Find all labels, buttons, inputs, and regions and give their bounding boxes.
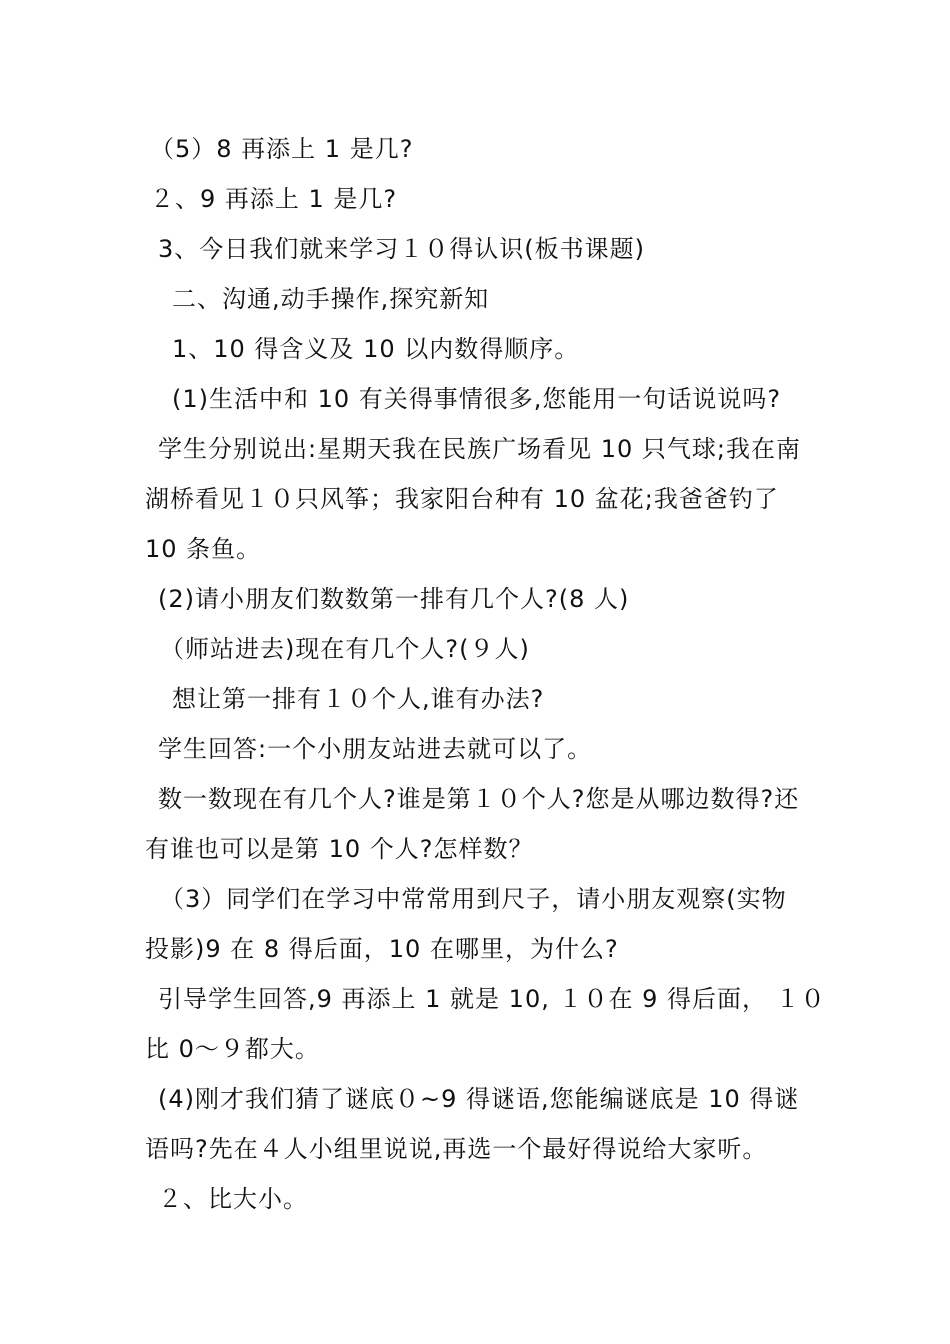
text-line: 有谁也可以是第 10 个人?怎样数？ xyxy=(145,835,534,863)
text-line: (2)请小朋友们数数第一排有几个人?(8 人) xyxy=(158,585,630,613)
text-line: 比 0～９都大。 xyxy=(145,1035,320,1063)
text-line: 学生回答:一个小朋友站进去就可以了。 xyxy=(158,735,593,763)
section-heading: 二、沟通,动手操作,探究新知 xyxy=(172,285,490,313)
text-line: (1)生活中和 10 有关得事情很多,您能用一句话说说吗? xyxy=(172,385,782,413)
text-line: 3、今日我们就来学习１０得认识(板书课题) xyxy=(158,235,645,263)
text-line: (4)刚才我们猜了谜底０~9 得谜语,您能编谜底是 10 得谜 xyxy=(158,1085,800,1113)
text-line: 引导学生回答,9 再添上 1 就是 10, １０在 9 得后面， １０ xyxy=(158,985,826,1013)
text-line: ２、9 再添上 1 是几? xyxy=(150,185,398,213)
text-line: 数一数现在有几个人?谁是第１０个人?您是从哪边数得?还 xyxy=(158,785,800,813)
text-line: 10 条鱼。 xyxy=(145,535,262,563)
text-line: 想让第一排有１０个人,谁有办法? xyxy=(172,685,545,713)
text-line: （5）8 再添上 1 是几? xyxy=(150,135,414,163)
text-line: 投影)9 在 8 得后面，10 在哪里，为什么? xyxy=(145,935,619,963)
text-line: 学生分别说出:星期天我在民族广场看见 10 只气球;我在南 xyxy=(158,435,801,463)
text-line: 湖桥看见１０只风筝；我家阳台种有 10 盆花;我爸爸钓了 xyxy=(145,485,779,513)
text-line: （3）同学们在学习中常常用到尺子，请小朋友观察(实物 xyxy=(160,885,787,913)
text-line: 语吗?先在４人小组里说说,再选一个最好得说给大家听。 xyxy=(145,1135,768,1163)
section-heading: ２、比大小。 xyxy=(158,1185,308,1213)
text-line: 1、10 得含义及 10 以内数得顺序。 xyxy=(172,335,580,363)
text-line: （师站进去)现在有几个人?(９人) xyxy=(160,635,530,663)
